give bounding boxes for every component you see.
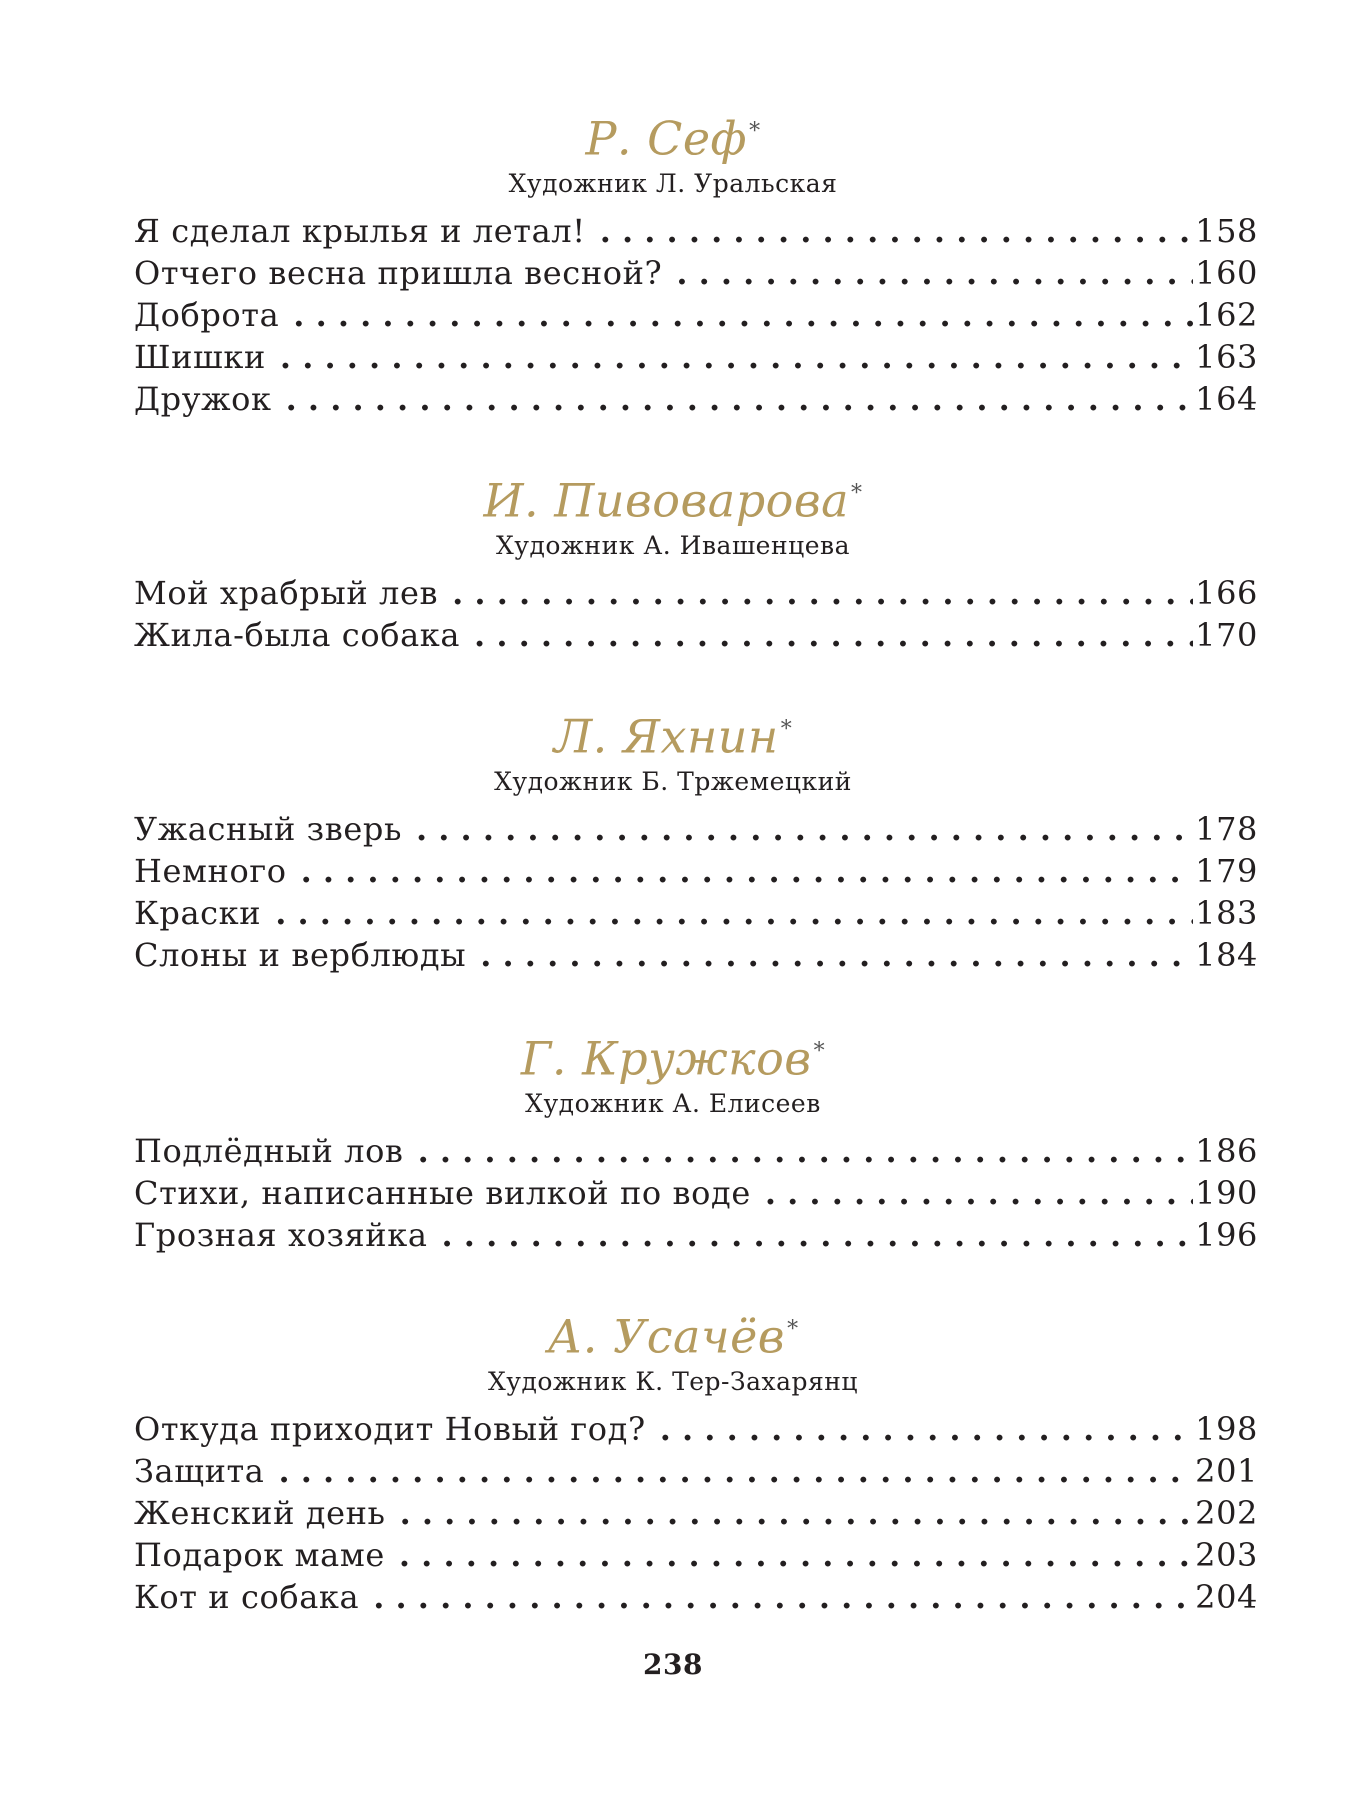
entry-page-number: 162 — [1195, 296, 1258, 334]
footnote-mark: * — [851, 481, 863, 506]
author-name — [0, 1024, 1346, 1086]
page-number: 238 — [643, 1648, 703, 1681]
dot-leader — [399, 1534, 1193, 1576]
entry-title: Подлёдный лов — [134, 1132, 404, 1170]
entry-page-number: 178 — [1195, 810, 1258, 848]
toc-entry[interactable] — [134, 572, 1258, 614]
entry-title: Шишки — [134, 338, 266, 376]
entry-list — [0, 808, 1346, 976]
dot-leader — [480, 934, 1193, 976]
author-name — [0, 466, 1346, 528]
entry-title: Подарок маме — [134, 1536, 385, 1574]
entry-title: Я сделал крылья и летал! — [134, 212, 586, 250]
entry-title: Женский день — [134, 1494, 386, 1532]
toc-entry[interactable] — [134, 1130, 1258, 1172]
entry-title: Стихи, написанные вилкой по воде — [134, 1174, 751, 1212]
toc-entry[interactable] — [134, 1576, 1258, 1618]
author-name-text: А. Усачёв — [547, 1309, 786, 1364]
toc-entry[interactable] — [134, 378, 1258, 420]
toc-entry[interactable] — [134, 614, 1258, 656]
toc-section — [0, 104, 1346, 420]
dot-leader — [418, 1130, 1194, 1172]
toc-section — [0, 466, 1346, 656]
entry-list — [0, 1408, 1346, 1618]
illustrator-credit: Художник А. Ивашенцева — [495, 531, 850, 560]
toc-entry[interactable] — [134, 1450, 1258, 1492]
entry-page-number: 158 — [1195, 212, 1258, 250]
entry-page-number: 203 — [1195, 1536, 1258, 1574]
dot-leader — [474, 614, 1193, 656]
dot-leader — [275, 892, 1193, 934]
toc-entry[interactable] — [134, 1534, 1258, 1576]
illustrator-credit: Художник Л. Уральская — [508, 169, 838, 198]
footnote-mark: * — [749, 119, 761, 144]
toc-entry[interactable] — [134, 1214, 1258, 1256]
entry-page-number: 164 — [1195, 380, 1258, 418]
dot-leader — [676, 252, 1193, 294]
entry-page-number: 186 — [1195, 1132, 1258, 1170]
entry-title: Отчего весна пришла весной? — [134, 254, 663, 292]
dot-leader — [293, 294, 1193, 336]
entry-page-number: 163 — [1195, 338, 1258, 376]
illustrator-credit: Художник А. Елисеев — [525, 1089, 821, 1118]
entry-page-number: 183 — [1195, 894, 1258, 932]
entry-list — [0, 210, 1346, 420]
illustrator-credit: Художник Б. Тржемецкий — [494, 767, 852, 796]
dot-leader — [416, 808, 1193, 850]
toc-entry[interactable] — [134, 1408, 1258, 1450]
toc-entry[interactable] — [134, 850, 1258, 892]
toc-entry[interactable] — [134, 892, 1258, 934]
toc-entry[interactable] — [134, 934, 1258, 976]
toc-entry[interactable] — [134, 210, 1258, 252]
entry-page-number: 196 — [1195, 1216, 1258, 1254]
footnote-mark: * — [787, 1317, 799, 1342]
toc-section — [0, 1302, 1346, 1618]
toc-entry[interactable] — [134, 1492, 1258, 1534]
entry-page-number: 184 — [1195, 936, 1258, 974]
entry-title: Откуда приходит Новый год? — [134, 1410, 646, 1448]
entry-title: Грозная хозяйка — [134, 1216, 428, 1254]
entry-title: Краски — [134, 894, 262, 932]
entry-title: Жила-была собака — [134, 616, 461, 654]
entry-page-number: 198 — [1195, 1410, 1258, 1448]
author-name — [0, 104, 1346, 166]
entry-page-number: 201 — [1195, 1452, 1258, 1490]
toc-entry[interactable] — [134, 294, 1258, 336]
illustrator-credit: Художник К. Тер-Захарянц — [487, 1367, 858, 1396]
dot-leader — [765, 1172, 1193, 1214]
dot-leader — [442, 1214, 1194, 1256]
entry-title: Немного — [134, 852, 287, 890]
entry-title: Дружок — [134, 380, 272, 418]
author-name-text: Г. Кружков — [520, 1031, 812, 1086]
toc-section — [0, 1024, 1346, 1256]
entry-title: Слоны и верблюды — [134, 936, 467, 974]
dot-leader — [278, 1450, 1193, 1492]
entry-title: Мой храбрый лев — [134, 574, 439, 612]
entry-title: Ужасный зверь — [134, 810, 402, 848]
entry-page-number: 190 — [1195, 1174, 1258, 1212]
author-name-text: Р. Сеф — [585, 111, 748, 166]
toc-entry[interactable] — [134, 1172, 1258, 1214]
toc-entry[interactable] — [134, 336, 1258, 378]
dot-leader — [286, 378, 1193, 420]
entry-page-number: 179 — [1195, 852, 1258, 890]
entry-page-number: 160 — [1195, 254, 1258, 292]
entry-title: Кот и собака — [134, 1578, 360, 1616]
entry-title: Защита — [134, 1452, 265, 1490]
entry-page-number: 166 — [1195, 574, 1258, 612]
dot-leader — [452, 572, 1193, 614]
footnote-mark: * — [813, 1039, 826, 1064]
dot-leader — [280, 336, 1193, 378]
entry-title: Доброта — [134, 296, 280, 334]
toc-entry[interactable] — [134, 808, 1258, 850]
entry-page-number: 202 — [1195, 1494, 1258, 1532]
author-name-text: Л. Яхнин — [553, 709, 779, 764]
dot-leader — [373, 1576, 1193, 1618]
toc-entry[interactable] — [134, 252, 1258, 294]
dot-leader — [301, 850, 1194, 892]
footnote-mark: * — [780, 717, 793, 742]
toc-section — [0, 702, 1346, 976]
dot-leader — [400, 1492, 1194, 1534]
dot-leader — [660, 1408, 1193, 1450]
dot-leader — [600, 210, 1193, 252]
entry-list — [0, 1130, 1346, 1256]
entry-page-number: 170 — [1195, 616, 1258, 654]
author-name-text: И. Пивоварова — [483, 473, 850, 528]
entry-list — [0, 572, 1346, 656]
author-name — [0, 702, 1346, 764]
author-name — [0, 1302, 1346, 1364]
entry-page-number: 204 — [1195, 1578, 1258, 1616]
